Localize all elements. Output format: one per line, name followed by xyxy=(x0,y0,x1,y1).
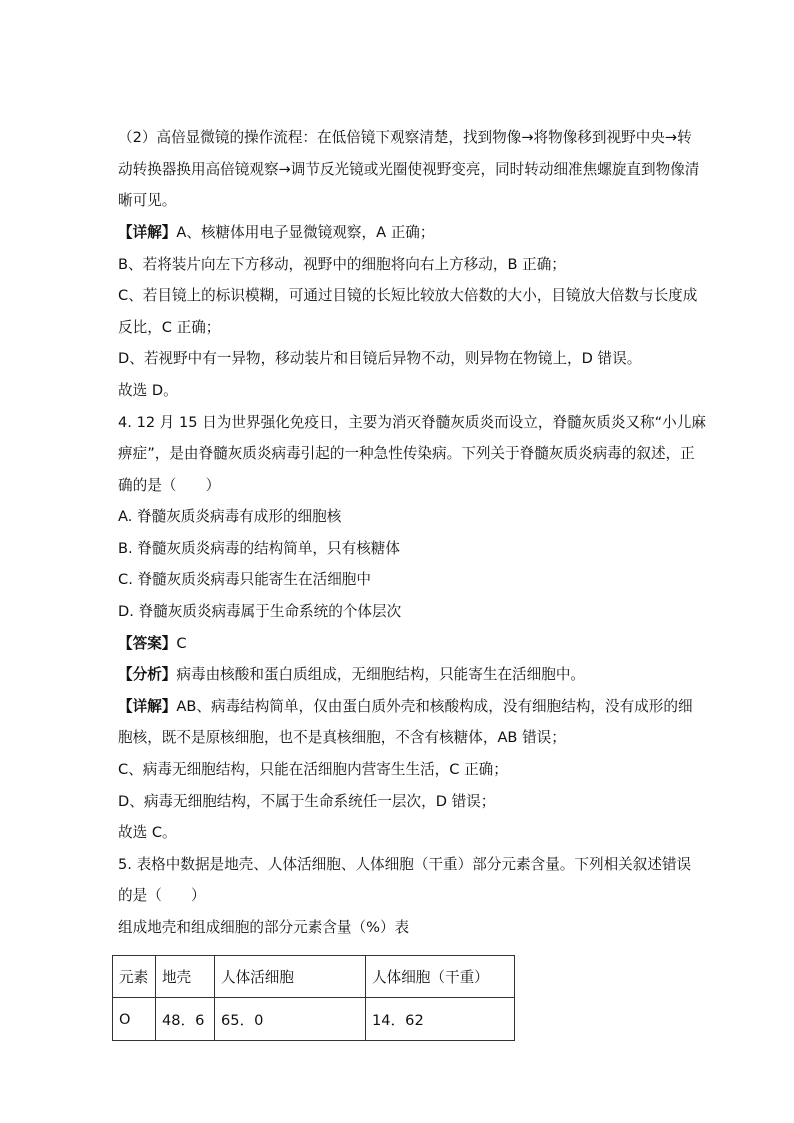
text-line: 故选 D。 xyxy=(118,382,178,399)
text-line: C、病毒无细胞结构，只能在活细胞内营寄生生活，C 正确； xyxy=(118,761,508,778)
text-line: 晰可见。 xyxy=(118,192,177,209)
table-header-cell: 元素 xyxy=(113,956,156,998)
option-b: B. 脊髓灰质炎病毒的结构简单，只有核糖体 xyxy=(118,540,400,557)
text-line: 痹症”，是由脊髓灰质炎病毒引起的一种急性传染病。下列关于脊髓灰质炎病毒的叙述，正 xyxy=(118,445,695,462)
text-line: 动转换器换用高倍镜观察→调节反光镜或光圈使视野变亮，同时转动细准焦螺旋直到物像清 xyxy=(118,161,700,178)
table-header-cell: 地壳 xyxy=(156,956,215,998)
text-line: 确的是（ ） xyxy=(118,477,221,494)
text-line: 的是（ ） xyxy=(118,887,206,904)
question-4: 4. 12 月 15 日为世界强化免疫日，主要为消灭脊髓灰质炎而设立，脊髓灰质炎又称“小儿麻 xyxy=(118,414,706,431)
text-line: D、若视野中有一异物，移动装片和目镜后异物不动，则异物在物镜上，D 错误。 xyxy=(118,350,642,367)
option-a: A. 脊髓灰质炎病毒有成形的细胞核 xyxy=(118,508,342,525)
text-line: （2）高倍显微镜的操作流程：在低倍镜下观察清楚，找到物像→将物像移到视野中央→转 xyxy=(118,129,692,146)
table-caption: 组成地壳和组成细胞的部分元素含量（%）表 xyxy=(118,919,410,936)
text-line: 反比，C 正确； xyxy=(118,319,221,336)
table-cell: O xyxy=(113,998,156,1041)
question-5: 5. 表格中数据是地壳、人体活细胞、人体细胞（干重）部分元素含量。下列相关叙述错误 xyxy=(118,856,692,873)
text-line: 故选 C。 xyxy=(118,824,177,841)
text-line: B、若将装片向左下方移动，视野中的细胞将向右上方移动，B 正确； xyxy=(118,256,566,273)
section-tag: 【分析】 xyxy=(118,666,177,683)
table-header-row xyxy=(113,956,515,998)
text-line: D、病毒无细胞结构，不属于生命系统任一层次，D 错误； xyxy=(118,793,496,810)
table-row xyxy=(113,998,515,1041)
text-line: C、若目镜上的标识模糊，可通过目镜的长短比较放大倍数的大小，目镜放大倍数与长度成 xyxy=(118,287,698,304)
section-tag: 【答案】 xyxy=(118,635,177,652)
table-cell: 65．0 xyxy=(215,998,366,1041)
answer-line: 【答案】C xyxy=(118,635,187,652)
option-d: D. 脊髓灰质炎病毒属于生命系统的个体层次 xyxy=(118,603,402,620)
element-table xyxy=(112,955,515,1041)
text-line: 胞核，既不是原核细胞，也不是真核细胞，不含有核糖体，AB 错误； xyxy=(118,729,566,746)
option-c: C. 脊髓灰质炎病毒只能寄生在活细胞中 xyxy=(118,571,371,588)
table-header-cell: 人体细胞（干重） xyxy=(366,956,515,998)
section-tag: 【详解】 xyxy=(118,698,177,715)
table-cell: 48．6 xyxy=(156,998,215,1041)
text-line: 【详解】A、核糖体用电子显微镜观察，A 正确； xyxy=(118,224,435,241)
text-line: 【详解】AB、病毒结构简单，仅由蛋白质外壳和核酸构成，没有细胞结构，没有成形的细 xyxy=(118,698,693,715)
table-cell: 14．62 xyxy=(366,998,515,1041)
table-header-cell: 人体活细胞 xyxy=(215,956,366,998)
section-tag: 【详解】 xyxy=(118,224,177,241)
analysis-line: 【分析】病毒由核酸和蛋白质组成，无细胞结构，只能寄生在活细胞中。 xyxy=(118,666,586,683)
